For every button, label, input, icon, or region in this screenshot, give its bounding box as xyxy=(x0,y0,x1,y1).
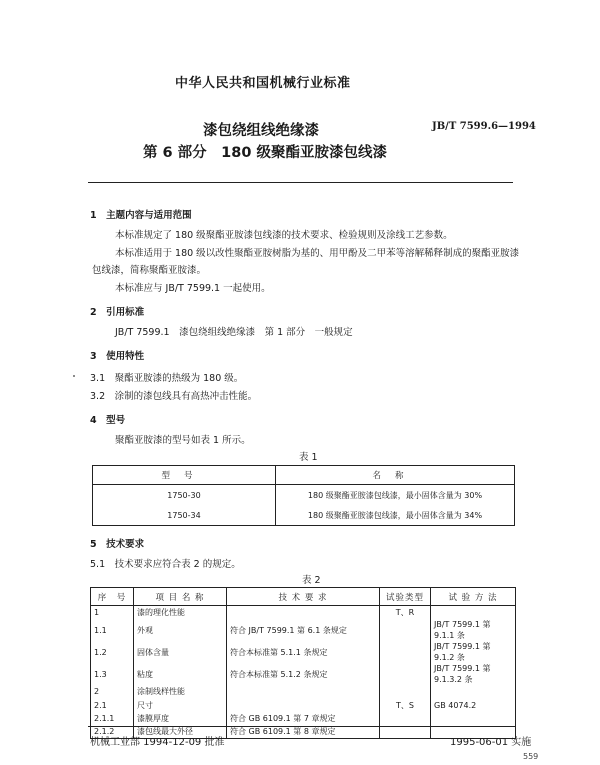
table-2-cell: JB/T 7599.1 第 9.1.3.2 条 xyxy=(434,664,491,685)
table-row xyxy=(91,606,516,620)
header-divider xyxy=(88,182,513,183)
table-2-cell xyxy=(431,606,516,620)
table-2-cell: 1.3 xyxy=(91,663,134,685)
table-row xyxy=(91,699,516,712)
section-1-para-2b: 包线漆，简称聚酯亚胺漆。 xyxy=(92,265,207,276)
table-2-header-method: 试 验 方 法 xyxy=(431,588,516,606)
scan-speck xyxy=(73,375,75,377)
table-2-cell: JB/T 7599.1 第 9.1.1 条 xyxy=(434,620,491,641)
table-2-cell xyxy=(380,725,431,739)
table-2-cell xyxy=(431,685,516,698)
standard-title: 漆包绕组线绝缘漆 xyxy=(203,123,319,139)
section-5-heading: 5 技术要求 xyxy=(90,539,145,550)
table-1-cell: 180 级聚酯亚胺漆包线漆，最小固体含量为 34% xyxy=(307,510,483,520)
table-2-cell xyxy=(380,663,431,685)
table-2-cell: 符合 GB 6109.1 第 8 章规定 xyxy=(227,725,380,739)
table-2-cell xyxy=(380,641,431,663)
table-2-cell: 2.1 xyxy=(91,699,134,712)
table-row xyxy=(91,685,516,698)
table-1-header-model: 型号 xyxy=(93,466,276,485)
table-2-cell: 符合 GB 6109.1 第 7 章规定 xyxy=(227,712,380,725)
section-1-para-3: 本标准应与 JB/T 7599.1 一起使用。 xyxy=(115,283,271,294)
table-2-header-item: 项 目 名 称 xyxy=(134,588,227,606)
table-row xyxy=(93,485,515,506)
table-2-cell xyxy=(227,699,380,712)
table-2-caption: 表 2 xyxy=(302,575,321,586)
table-2-cell: T、S xyxy=(380,699,431,712)
section-5-para-1: 5.1 技术要求应符合表 2 的规定。 xyxy=(90,559,241,570)
table-2-cell: 漆包线最大外径 xyxy=(134,725,227,739)
table-1-cell: 1750-34 xyxy=(93,505,276,526)
table-2-cell: 1.2 xyxy=(91,641,134,663)
table-row xyxy=(91,663,516,685)
approval-date: 机械工业部 1994-12-09 批准 xyxy=(90,737,225,748)
table-2-cell: 尺寸 xyxy=(134,699,227,712)
table-2-cell xyxy=(227,685,380,698)
table-1-cell: 1750-30 xyxy=(93,485,276,506)
table-2-header-test-type: 试验类型 xyxy=(380,588,431,606)
table-2-header-no: 序 号 xyxy=(91,588,134,606)
table-1-caption: 表 1 xyxy=(299,452,318,463)
table-row xyxy=(91,641,516,663)
standard-subtitle: 第 6 部分 180 级聚酯亚胺漆包线漆 xyxy=(143,145,387,161)
table-2-cell xyxy=(227,606,380,620)
table-1 xyxy=(92,465,515,526)
table-2-cell: 符合 JB/T 7599.1 第 6.1 条规定 xyxy=(227,619,380,641)
table-2-cell xyxy=(380,685,431,698)
table-2-cell: 2.1.1 xyxy=(91,712,134,725)
table-2-cell: GB 4074.2 xyxy=(434,700,477,710)
table-2-cell xyxy=(380,712,431,725)
table-2-cell: 漆膜厚度 xyxy=(134,712,227,725)
section-2-para-1: JB/T 7599.1 漆包绕组线绝缘漆 第 1 部分 一般规定 xyxy=(115,327,353,338)
table-2-cell: 2 xyxy=(91,685,134,698)
table-1-cell: 180 级聚酯亚胺漆包线漆，最小固体含量为 30% xyxy=(307,490,483,500)
table-2-header-requirement: 技 术 要 求 xyxy=(227,588,380,606)
table-2-cell: 1 xyxy=(91,606,134,620)
table-2-cell: 1.1 xyxy=(91,619,134,641)
table-row xyxy=(91,619,516,641)
section-3-para-1: 3.1 聚酯亚胺漆的热级为 180 级。 xyxy=(90,373,244,384)
section-1-para-2a: 本标准适用于 180 级以改性聚酯亚胺树脂为基的、用甲酚及二甲苯等溶解稀释制成的聚酯亚胺漆 xyxy=(115,248,520,259)
table-2-cell xyxy=(431,712,516,725)
table-row xyxy=(91,712,516,725)
standard-code: JB/T 7599.6—1994 xyxy=(432,121,536,132)
table-2-cell: 固体含量 xyxy=(134,641,227,663)
page-number: 559 xyxy=(523,752,539,761)
table-2 xyxy=(90,587,516,739)
footer-divider xyxy=(88,726,516,727)
implementation-date: 1995-06-01 实施 xyxy=(450,737,532,748)
section-3-heading: 3 使用特性 xyxy=(90,351,145,362)
table-2-cell: JB/T 7599.1 第 9.1.2 条 xyxy=(434,642,491,663)
section-2-heading: 2 引用标准 xyxy=(90,307,145,318)
section-3-para-2: 3.2 涂制的漆包线具有高热冲击性能。 xyxy=(90,391,258,402)
table-1-header-name: 名称 xyxy=(276,466,515,485)
section-1-heading: 1 主题内容与适用范围 xyxy=(90,210,192,221)
table-2-cell: 符合本标准第 5.1.1 条规定 xyxy=(227,641,380,663)
table-2-cell: 2.1.2 xyxy=(91,725,134,739)
table-2-cell: 外观 xyxy=(134,619,227,641)
table-row xyxy=(93,505,515,526)
table-2-cell: 涂制线样性能 xyxy=(134,685,227,698)
section-1-para-1: 本标准规定了 180 级聚酯亚胺漆包线漆的技术要求、检验规则及涂线工艺参数。 xyxy=(115,230,453,241)
issuing-organization: 中华人民共和国机械行业标准 xyxy=(175,76,351,91)
table-2-cell: 漆的理化性能 xyxy=(134,606,227,620)
table-2-cell: 粘度 xyxy=(134,663,227,685)
section-4-heading: 4 型号 xyxy=(90,415,126,426)
table-2-cell: 符合本标准第 5.1.2 条规定 xyxy=(227,663,380,685)
table-2-cell xyxy=(380,619,431,641)
table-2-cell: T、R xyxy=(380,606,431,620)
section-4-para-1: 聚酯亚胺漆的型号如表 1 所示。 xyxy=(115,435,251,446)
